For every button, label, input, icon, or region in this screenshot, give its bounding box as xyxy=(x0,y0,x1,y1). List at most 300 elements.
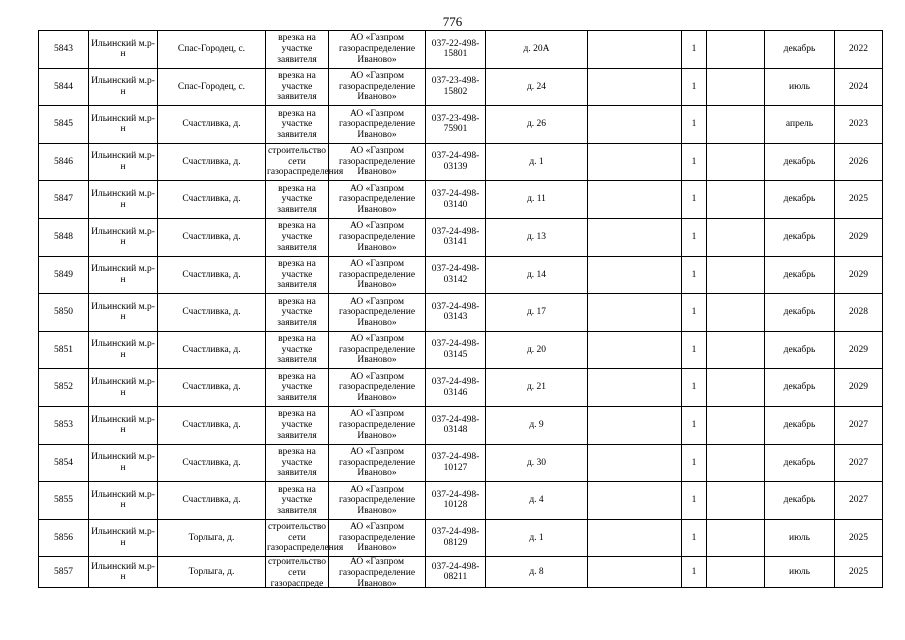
year-cell-text: 2022 xyxy=(849,44,868,54)
district-cell xyxy=(89,444,158,482)
district-cell xyxy=(89,369,158,407)
month-cell-text: декабрь xyxy=(783,382,816,393)
row-number-cell xyxy=(39,68,89,106)
company-cell-text: АО «Газпром газораспределение Иваново» xyxy=(338,334,416,366)
house-cell xyxy=(486,444,588,482)
work-type-cell-text: врезка на участке заявителя xyxy=(277,33,317,65)
company-cell-text: АО «Газпром газораспределение Иваново» xyxy=(338,258,416,291)
code-cell xyxy=(426,482,486,520)
table-row xyxy=(39,68,883,106)
quantity-cell xyxy=(682,331,707,369)
year-cell xyxy=(835,482,883,520)
company-cell-text: АО «Газпром газораспределение Иваново» xyxy=(338,296,416,328)
house-cell xyxy=(486,406,588,444)
settlement-cell-text: Счастливка, д. xyxy=(182,156,241,167)
table-row xyxy=(39,444,883,482)
table-row xyxy=(39,557,883,588)
quantity-cell xyxy=(682,294,707,332)
code-cell-text: 037-24-498-03143 xyxy=(431,301,480,323)
quantity-cell xyxy=(682,557,707,588)
code-cell-text: 037-24-498-03142 xyxy=(431,264,480,285)
code-cell-text: 037-24-498-10127 xyxy=(431,452,480,473)
month-cell xyxy=(765,406,835,444)
blank-cell xyxy=(588,406,682,444)
district-cell-text: Ильинский м.р-н xyxy=(91,339,155,361)
table-body xyxy=(39,31,883,588)
settlement-cell xyxy=(158,143,266,181)
house-cell-text: д. 20А xyxy=(523,44,550,54)
work-type-cell-text: строительство сети газораспреде xyxy=(267,557,327,589)
blank-cell xyxy=(588,218,682,256)
quantity-cell xyxy=(682,369,707,407)
district-cell xyxy=(89,557,158,588)
quantity-cell xyxy=(682,68,707,106)
month-cell xyxy=(765,444,835,482)
settlement-cell-text: Счастливка, д. xyxy=(182,495,241,506)
blank-cell xyxy=(707,482,765,520)
row-number-cell-text: 5853 xyxy=(54,419,73,430)
work-type-cell xyxy=(266,444,329,482)
work-type-cell-text: врезка на участке заявителя xyxy=(277,221,317,253)
house-cell xyxy=(486,557,588,588)
row-number-cell xyxy=(39,369,89,407)
work-type-cell-text: врезка на участке заявителя xyxy=(277,71,317,103)
month-cell xyxy=(765,369,835,407)
year-cell-text: 2025 xyxy=(849,194,868,205)
house-cell-text: д. 13 xyxy=(526,231,547,242)
district-cell-text: Ильинский м.р-н xyxy=(91,561,155,583)
code-cell-text: 037-24-498-03145 xyxy=(431,339,480,361)
month-cell-text: декабрь xyxy=(783,44,816,54)
code-cell-text: 037-24-498-03148 xyxy=(431,414,480,436)
quantity-cell-text: 1 xyxy=(691,457,697,468)
year-cell-text: 2025 xyxy=(849,532,868,543)
year-cell xyxy=(835,406,883,444)
settlement-cell-text: Счастливка, д. xyxy=(182,194,241,205)
settlement-cell xyxy=(158,294,266,332)
settlement-cell xyxy=(158,181,266,219)
month-cell xyxy=(765,181,835,219)
work-type-cell-text: врезка на участке заявителя xyxy=(277,258,317,291)
settlement-cell xyxy=(158,444,266,482)
house-cell xyxy=(486,519,588,557)
district-cell xyxy=(89,406,158,444)
code-cell xyxy=(426,218,486,256)
house-cell-text: д. 30 xyxy=(526,457,547,468)
row-number-cell-text: 5845 xyxy=(54,119,73,130)
blank-cell xyxy=(588,369,682,407)
house-cell xyxy=(486,482,588,520)
year-cell-text: 2024 xyxy=(849,81,868,92)
blank-cell xyxy=(588,106,682,144)
table-row xyxy=(39,406,883,444)
district-cell-text: Ильинский м.р-н xyxy=(91,189,155,210)
work-type-cell xyxy=(266,519,344,557)
row-number-cell xyxy=(39,482,89,520)
code-cell-text: 037-22-498-15801 xyxy=(431,38,480,60)
house-cell xyxy=(486,294,588,332)
work-type-cell xyxy=(266,406,329,444)
company-cell xyxy=(329,406,426,444)
blank-cell xyxy=(588,331,682,369)
house-cell xyxy=(486,331,588,369)
month-cell-text: июль xyxy=(788,532,811,543)
blank-cell xyxy=(588,557,682,588)
month-cell-text: декабрь xyxy=(783,344,816,355)
quantity-cell-text: 1 xyxy=(691,307,697,318)
company-cell-text: АО «Газпром газораспределение Иваново» xyxy=(338,221,416,253)
month-cell-text: декабрь xyxy=(783,457,816,468)
blank-cell xyxy=(588,256,682,294)
district-cell-text: Ильинский м.р-н xyxy=(91,452,155,473)
month-cell-text: декабрь xyxy=(783,194,816,205)
settlement-cell-text: Счастливка, д. xyxy=(182,382,241,393)
blank-cell xyxy=(588,68,682,106)
company-cell-text: АО «Газпром газораспределение Иваново» xyxy=(338,371,416,403)
row-number-cell xyxy=(39,519,89,557)
month-cell-text: декабрь xyxy=(783,156,816,167)
code-cell-text: 037-24-498-03140 xyxy=(431,189,480,210)
house-cell xyxy=(486,143,588,181)
house-cell xyxy=(486,106,588,144)
row-number-cell-text: 5856 xyxy=(54,532,73,543)
month-cell xyxy=(765,31,835,69)
year-cell xyxy=(835,294,883,332)
district-cell-text: Ильинский м.р-н xyxy=(91,226,155,248)
table-row xyxy=(39,482,883,520)
month-cell-text: декабрь xyxy=(783,495,816,506)
quantity-cell xyxy=(682,181,707,219)
quantity-cell xyxy=(682,143,707,181)
house-cell-text: д. 14 xyxy=(526,269,547,280)
company-cell-text: АО «Газпром газораспределение Иваново» xyxy=(338,108,416,140)
work-type-cell xyxy=(266,294,329,332)
year-cell xyxy=(835,143,883,181)
settlement-cell-text: Счастливка, д. xyxy=(182,307,241,318)
month-cell-text: июль xyxy=(788,81,811,92)
settlement-cell xyxy=(158,369,266,407)
district-cell-text: Ильинский м.р-н xyxy=(91,377,155,398)
blank-cell xyxy=(588,143,682,181)
settlement-cell-text: Спас-Городец, с. xyxy=(177,81,246,92)
quantity-cell-text: 1 xyxy=(691,344,697,355)
year-cell-text: 2025 xyxy=(849,567,868,578)
settlement-cell-text: Счастливка, д. xyxy=(182,119,241,130)
row-number-cell-text: 5855 xyxy=(54,495,73,506)
house-cell-text: д. 9 xyxy=(529,419,544,430)
blank-cell xyxy=(707,181,765,219)
company-cell xyxy=(329,331,426,369)
work-type-cell-text: врезка на участке заявителя xyxy=(277,183,317,215)
table-row xyxy=(39,31,883,69)
quantity-cell xyxy=(682,406,707,444)
settlement-cell xyxy=(158,519,266,557)
blank-cell xyxy=(707,557,765,588)
blank-cell xyxy=(707,519,765,557)
work-type-cell xyxy=(266,181,329,219)
work-type-cell-text: врезка на участке заявителя xyxy=(277,108,317,140)
page-number: 776 xyxy=(442,14,463,29)
settlement-cell-text: Счастливка, д. xyxy=(182,419,241,430)
work-type-cell-text: врезка на участке заявителя xyxy=(277,409,317,441)
house-cell xyxy=(486,181,588,219)
year-cell xyxy=(835,369,883,407)
work-type-cell-text: врезка на участке заявителя xyxy=(277,446,317,479)
work-type-cell-text: врезка на участке заявителя xyxy=(277,296,317,328)
blank-cell xyxy=(707,31,765,69)
quantity-cell xyxy=(682,31,707,69)
quantity-cell xyxy=(682,444,707,482)
work-type-cell xyxy=(266,369,329,407)
row-number-cell-text: 5847 xyxy=(54,194,73,205)
quantity-cell-text: 1 xyxy=(691,532,697,543)
code-cell xyxy=(426,331,486,369)
blank-cell xyxy=(707,218,765,256)
row-number-cell-text: 5846 xyxy=(54,156,73,167)
row-number-cell-text: 5857 xyxy=(54,567,73,578)
row-number-cell-text: 5854 xyxy=(54,457,73,468)
code-cell-text: 037-24-498-03141 xyxy=(431,226,480,248)
district-cell xyxy=(89,256,158,294)
year-cell xyxy=(835,256,883,294)
company-cell xyxy=(329,218,426,256)
year-cell xyxy=(835,218,883,256)
quantity-cell xyxy=(682,519,707,557)
quantity-cell xyxy=(682,482,707,520)
year-cell-text: 2027 xyxy=(849,419,868,430)
work-type-cell xyxy=(266,256,329,294)
district-cell xyxy=(89,519,158,557)
month-cell-text: декабрь xyxy=(783,419,816,430)
month-cell xyxy=(765,294,835,332)
table-row xyxy=(39,106,883,144)
year-cell-text: 2027 xyxy=(849,495,868,506)
settlement-cell xyxy=(158,218,266,256)
table-row xyxy=(39,256,883,294)
row-number-cell xyxy=(39,294,89,332)
month-cell xyxy=(765,482,835,520)
company-cell-text: АО «Газпром газораспределение Иваново» xyxy=(338,146,416,178)
company-cell-text: АО «Газпром газораспределение Иваново» xyxy=(338,557,416,589)
company-cell-text: АО «Газпром газораспределение Иваново» xyxy=(338,33,416,65)
blank-cell xyxy=(588,482,682,520)
blank-cell xyxy=(588,31,682,69)
month-cell-text: апрель xyxy=(785,119,814,130)
code-cell-text: 037-24-498-03146 xyxy=(431,377,480,398)
house-cell-text: д. 1 xyxy=(529,532,544,543)
company-cell xyxy=(329,444,426,482)
district-cell-text: Ильинский м.р-н xyxy=(91,489,155,511)
code-cell xyxy=(426,406,486,444)
row-number-cell-text: 5851 xyxy=(54,344,73,355)
settlement-cell xyxy=(158,482,266,520)
code-cell-text: 037-24-498-03139 xyxy=(431,151,480,173)
district-cell-text: Ильинский м.р-н xyxy=(91,76,155,97)
code-cell xyxy=(426,519,486,557)
row-number-cell xyxy=(39,181,89,219)
table-row xyxy=(39,218,883,256)
work-type-cell-text: врезка на участке заявителя xyxy=(277,371,317,403)
quantity-cell-text: 1 xyxy=(691,44,697,54)
district-cell xyxy=(89,31,158,69)
house-cell xyxy=(486,31,588,69)
row-number-cell-text: 5849 xyxy=(54,269,73,280)
work-type-cell xyxy=(266,218,329,256)
row-number-cell xyxy=(39,218,89,256)
quantity-cell xyxy=(682,106,707,144)
year-cell-text: 2023 xyxy=(849,119,868,130)
row-number-cell-text: 5844 xyxy=(54,81,73,92)
settlement-cell-text: Счастливка, д. xyxy=(182,231,241,242)
blank-cell xyxy=(707,331,765,369)
quantity-cell-text: 1 xyxy=(691,495,697,506)
settlement-cell xyxy=(158,68,266,106)
year-cell-text: 2029 xyxy=(849,269,868,280)
company-cell xyxy=(329,106,426,144)
quantity-cell-text: 1 xyxy=(691,156,697,167)
month-cell-text: декабрь xyxy=(783,231,816,242)
settlement-cell xyxy=(158,31,266,69)
company-cell-text: АО «Газпром газораспределение Иваново» xyxy=(338,446,416,479)
settlement-cell xyxy=(158,256,266,294)
row-number-cell-text: 5848 xyxy=(54,231,73,242)
year-cell xyxy=(835,68,883,106)
row-number-cell-text: 5852 xyxy=(54,382,73,393)
month-cell-text: июль xyxy=(788,567,811,578)
row-number-cell xyxy=(39,106,89,144)
district-cell-text: Ильинский м.р-н xyxy=(91,151,155,173)
year-cell xyxy=(835,557,883,588)
code-cell-text: 037-23-498-15802 xyxy=(431,76,480,97)
company-cell xyxy=(329,519,426,557)
month-cell-text: декабрь xyxy=(783,307,816,318)
quantity-cell-text: 1 xyxy=(691,231,697,242)
blank-cell xyxy=(588,444,682,482)
house-cell-text: д. 26 xyxy=(526,119,547,130)
blank-cell xyxy=(707,444,765,482)
quantity-cell xyxy=(682,256,707,294)
data-table xyxy=(38,30,883,588)
work-type-cell xyxy=(266,331,329,369)
house-cell xyxy=(486,68,588,106)
company-cell-text: АО «Газпром газораспределение Иваново» xyxy=(338,484,416,516)
table-row xyxy=(39,369,883,407)
settlement-cell xyxy=(158,557,266,588)
month-cell xyxy=(765,143,835,181)
year-cell-text: 2026 xyxy=(849,156,868,167)
district-cell xyxy=(89,482,158,520)
quantity-cell-text: 1 xyxy=(691,419,697,430)
table-row xyxy=(39,181,883,219)
code-cell xyxy=(426,369,486,407)
house-cell-text: д. 1 xyxy=(529,156,544,167)
district-cell xyxy=(89,106,158,144)
house-cell-text: д. 24 xyxy=(526,81,547,92)
settlement-cell-text: Счастливка, д. xyxy=(182,344,241,355)
blank-cell xyxy=(707,106,765,144)
settlement-cell-text: Счастливка, д. xyxy=(182,269,241,280)
month-cell xyxy=(765,256,835,294)
district-cell-text: Ильинский м.р-н xyxy=(91,301,155,323)
settlement-cell-text: Счастливка, д. xyxy=(182,457,241,468)
month-cell xyxy=(765,557,835,588)
company-cell-text: АО «Газпром газораспределение Иваново» xyxy=(338,522,416,554)
row-number-cell-text: 5850 xyxy=(54,307,73,318)
row-number-cell xyxy=(39,143,89,181)
work-type-cell xyxy=(266,482,329,520)
year-cell xyxy=(835,181,883,219)
code-cell xyxy=(426,68,486,106)
code-cell xyxy=(426,106,486,144)
district-cell xyxy=(89,143,158,181)
row-number-cell xyxy=(39,256,89,294)
table-row xyxy=(39,294,883,332)
district-cell-text: Ильинский м.р-н xyxy=(91,527,155,549)
code-cell xyxy=(426,143,486,181)
settlement-cell-text: Спас-Городец, с. xyxy=(177,44,246,54)
month-cell xyxy=(765,106,835,144)
blank-cell xyxy=(588,294,682,332)
work-type-cell-text: врезка на участке заявителя xyxy=(277,484,317,516)
blank-cell xyxy=(588,519,682,557)
blank-cell xyxy=(707,369,765,407)
settlement-cell-text: Торлыга, д. xyxy=(188,532,235,543)
quantity-cell-text: 1 xyxy=(691,382,697,393)
work-type-cell xyxy=(266,557,329,588)
code-cell-text: 037-24-498-10128 xyxy=(431,489,480,511)
company-cell xyxy=(329,557,426,588)
district-cell-text: Ильинский м.р-н xyxy=(91,113,155,135)
quantity-cell-text: 1 xyxy=(691,269,697,280)
settlement-cell xyxy=(158,331,266,369)
row-number-cell xyxy=(39,444,89,482)
row-number-cell xyxy=(39,557,89,588)
work-type-cell xyxy=(266,31,329,69)
row-number-cell xyxy=(39,331,89,369)
table-row xyxy=(39,519,883,557)
year-cell-text: 2029 xyxy=(849,382,868,393)
house-cell xyxy=(486,256,588,294)
quantity-cell-text: 1 xyxy=(691,567,697,578)
code-cell xyxy=(426,294,486,332)
row-number-cell xyxy=(39,406,89,444)
company-cell xyxy=(329,31,426,69)
table-row xyxy=(39,331,883,369)
company-cell xyxy=(329,68,426,106)
company-cell xyxy=(329,143,426,181)
code-cell xyxy=(426,256,486,294)
house-cell-text: д. 20 xyxy=(526,344,547,355)
district-cell-text: Ильинский м.р-н xyxy=(91,414,155,436)
code-cell xyxy=(426,557,486,588)
code-cell-text: 037-24-498-08129 xyxy=(431,527,480,549)
month-cell-text: декабрь xyxy=(783,269,816,280)
year-cell xyxy=(835,444,883,482)
work-type-cell-text: строительство сети газораспределения xyxy=(267,522,344,554)
company-cell xyxy=(329,482,426,520)
work-type-cell-text: строительство сети газораспределения xyxy=(267,146,344,178)
year-cell-text: 2029 xyxy=(849,231,868,242)
month-cell xyxy=(765,519,835,557)
house-cell-text: д. 21 xyxy=(526,382,547,393)
house-cell-text: д. 8 xyxy=(529,567,544,578)
month-cell xyxy=(765,68,835,106)
company-cell xyxy=(329,181,426,219)
house-cell-text: д. 4 xyxy=(529,495,544,506)
settlement-cell xyxy=(158,106,266,144)
code-cell xyxy=(426,181,486,219)
district-cell xyxy=(89,294,158,332)
